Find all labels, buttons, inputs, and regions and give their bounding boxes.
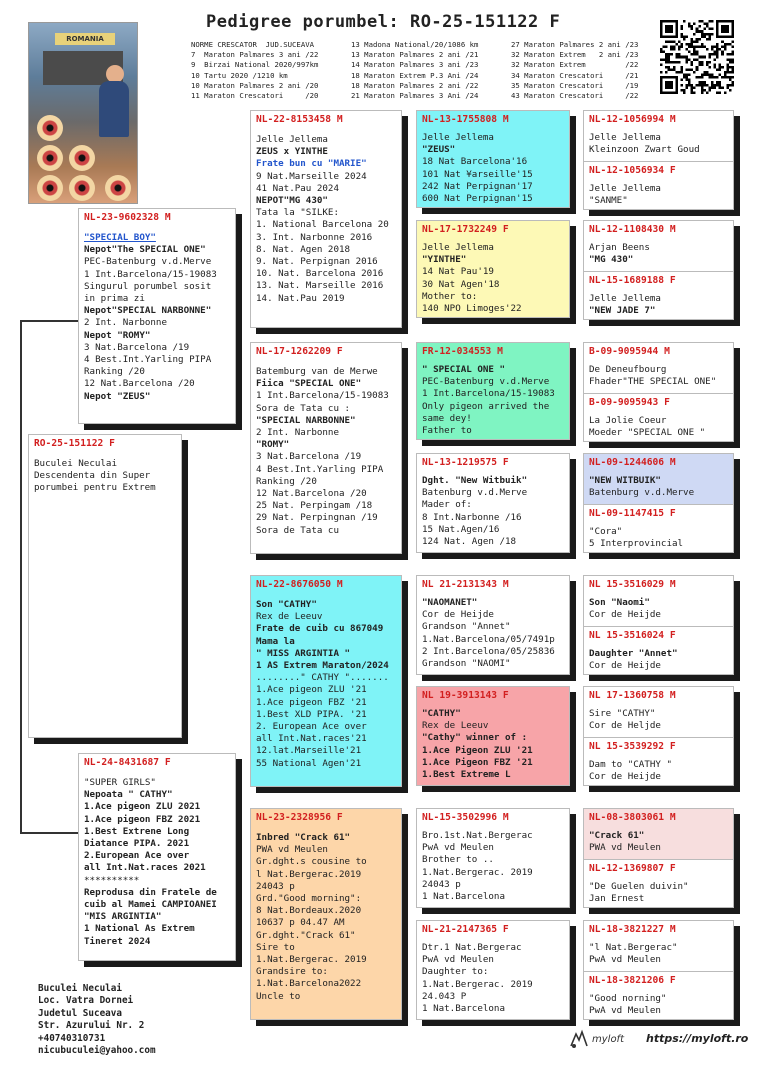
pedigree-text-line: 1.Ace pigeon FBZ 2021 xyxy=(84,813,201,825)
pedigree-text-line: Sire "CATHY" xyxy=(589,708,656,719)
qr-code-icon[interactable] xyxy=(660,16,734,98)
stats-line: 35 Maraton Crescatori /19 xyxy=(511,80,639,90)
pedigree-text-line: Diatance PIPA. 2021 xyxy=(84,838,190,850)
ancestor-card[interactable] xyxy=(584,504,734,553)
pedigree-text-line: 1.Ace pigeon ZLU 2021 xyxy=(84,801,201,813)
pedigree-text-line: 1.Best Extreme L xyxy=(422,769,511,781)
pedigree-text-line: 1 National As Extrem xyxy=(84,923,195,935)
pedigree-text-line: "Good norning" xyxy=(589,993,667,1004)
pedigree-text-line: 24043 p xyxy=(422,878,461,890)
pedigree-text-line: Sire to xyxy=(256,941,295,953)
pedigree-text-line: 1.Nat.Bergerac. 2019 xyxy=(422,978,533,990)
pedigree-text-line: 1.Nat.Barcelona2022 xyxy=(256,978,362,990)
pedigree-text-line: Jelle Jellema xyxy=(589,183,661,194)
pedigree-text-line: Ranking /20 xyxy=(84,366,145,378)
ancestor-pair-card xyxy=(583,686,734,786)
ancestor-pair-card xyxy=(583,220,734,320)
grandparent-card[interactable] xyxy=(250,575,402,787)
pedigree-text-line: Tata la "SILKE: xyxy=(256,207,339,219)
grandparent-card[interactable] xyxy=(250,110,402,328)
pedigree-text-line: Sora de Tata cu : xyxy=(256,402,351,414)
pedigree-text-line: "SUPER GIRLS" xyxy=(84,777,156,788)
pedigree-text-line: PwA vd Meulen xyxy=(589,954,661,966)
great-grandparent-card[interactable] xyxy=(416,453,570,553)
ring-number: NL-12-1108430 M xyxy=(589,224,676,235)
pedigree-text-line: "CATHY" xyxy=(422,708,461,719)
pedigree-text-line: 1 Int.Barcelona/15-19083 xyxy=(256,390,389,402)
owner-contact xyxy=(38,983,156,1057)
pedigree-text-line: "SANME" xyxy=(589,195,628,207)
pedigree-text-line: Moeder "SPECIAL ONE " xyxy=(589,427,706,439)
ring-number: FR-12-034553 M xyxy=(422,346,503,357)
pedigree-text-line: 1 Int.Barcelona/15-19083 xyxy=(84,268,217,280)
ring-number: NL-09-1244606 M xyxy=(589,457,676,468)
pedigree-text-line: 1. National Barcelona 20 xyxy=(256,219,389,231)
ring-number: NL-17-1262209 F xyxy=(256,346,343,357)
pedigree-text-line: "MIS ARGINTIA" xyxy=(84,911,162,923)
pedigree-text-line: 18 Nat Barcelona'16 xyxy=(422,156,528,168)
pedigree-text-line: "ROMY" xyxy=(256,439,290,451)
stats-line: 9 Birzai National 2020/997km xyxy=(191,60,319,70)
photo-person xyxy=(99,81,129,137)
ring-number: NL-12-1056934 F xyxy=(589,165,676,176)
ancestor-card[interactable] xyxy=(584,737,734,786)
owner-line: Judetul Suceava xyxy=(38,1007,122,1019)
pedigree-text-line: Batenburg v.d.Merve xyxy=(589,487,695,499)
pedigree-text-line: Gr.dght."Crack 61" xyxy=(256,929,356,941)
owner-line: Buculei Neculai xyxy=(38,983,122,994)
pedigree-text-line: 14. Nat.Pau 2019 xyxy=(256,292,345,304)
ancestor-card[interactable] xyxy=(584,111,734,161)
pedigree-text-line: 9 Nat.Marseille 2024 xyxy=(256,170,367,182)
pedigree-text-line: "ZEUS" xyxy=(422,144,456,156)
ancestor-card[interactable] xyxy=(584,859,734,908)
owner-line: +40740310731 xyxy=(38,1032,106,1044)
page-title: Pedigree porumbel: RO-25-151122 F xyxy=(206,12,561,32)
pigeon-eye-image xyxy=(37,175,63,201)
pedigree-text-line: Nepot "ZEUS" xyxy=(84,390,151,402)
ring-number: NL 15-3539292 F xyxy=(589,741,676,752)
stats-line: 18 Maraton Palmares 2 ani /22 xyxy=(351,80,479,90)
pedigree-text-line: NEPOT"MG 430" xyxy=(256,195,328,207)
pedigree-text-line: PWA vd Meulen xyxy=(589,842,661,854)
pedigree-text-line: 5 Interprovincial xyxy=(589,538,684,550)
pedigree-text-line: 12.lat.Marseille'21 xyxy=(256,745,362,757)
ring-number: NL-15-3502996 M xyxy=(422,812,509,823)
pedigree-text-line: Batemburg van de Merwe xyxy=(256,366,378,377)
stats-line: 14 Maraton Palmares 3 ani /23 xyxy=(351,60,479,70)
pedigree-text-line: 8. Nat. Agen 2018 xyxy=(256,243,351,255)
grandparent-card[interactable] xyxy=(250,808,402,1020)
pedigree-text-line: Grandson "NAOMI" xyxy=(422,658,511,670)
ring-number: NL-18-3821206 F xyxy=(589,975,676,986)
pedigree-text-line: La Jolie Coeur xyxy=(589,415,667,426)
pedigree-text-line: same dey! xyxy=(422,412,472,424)
pedigree-text-line: 1.Nat.Bergerac. 2019 xyxy=(256,954,367,966)
pedigree-text-line: 1.Ace Pigeon FBZ '21 xyxy=(422,756,533,768)
pedigree-text-line: 9. Nat. Perpignan 2016 xyxy=(256,256,378,268)
stats-line: 32 Maraton Extrem 2 ani /23 xyxy=(511,50,639,60)
pedigree-text-line: 1.Nat.Barcelona/05/7491p xyxy=(422,633,555,645)
pedigree-text-line: Singurul porumbel sosit xyxy=(84,280,212,292)
pedigree-text-line: Jelle Jellema xyxy=(256,134,328,145)
brand-url-link[interactable]: https://myloft.ro xyxy=(646,1032,749,1045)
pedigree-text-line: Nepot"The SPECIAL ONE" xyxy=(84,244,206,256)
pedigree-text-line: 24043 p xyxy=(256,880,295,892)
great-grandparent-card[interactable] xyxy=(416,808,570,908)
great-grandparent-card[interactable] xyxy=(416,220,570,318)
pedigree-text-line: Jelle Jellema xyxy=(589,293,661,304)
pedigree-text-line: Daughter "Annet" xyxy=(589,648,678,659)
pedigree-text-line: 124 Nat. Agen /18 xyxy=(422,536,517,548)
ancestor-card[interactable] xyxy=(584,221,734,271)
pedigree-text-line: porumbei pentru Extrem xyxy=(34,482,156,494)
pedigree-text-line: 3 Nat.Barcelona /19 xyxy=(256,451,362,463)
pedigree-text-line: all Int.Nat.races 2021 xyxy=(84,862,206,874)
ring-number: NL-13-1219575 F xyxy=(422,457,509,468)
pedigree-text-line: 8 Nat.Bordeaux.2020 xyxy=(256,905,362,917)
pedigree-text-line: "MG 430" xyxy=(589,254,634,266)
pedigree-text-line: Cor de Heijde xyxy=(589,771,661,783)
ancestor-card[interactable] xyxy=(584,809,734,859)
pedigree-text-line: Kleinzoon Zwart Goud xyxy=(589,144,700,156)
pedigree-text-line: " SPECIAL ONE " xyxy=(422,364,505,375)
ring-number: NL 21-2131343 M xyxy=(422,579,509,590)
ring-number: NL-22-8676050 M xyxy=(256,579,343,590)
pedigree-text-line: "Crack 61" xyxy=(589,830,645,841)
pedigree-text-line: 1.Best Extrene Long xyxy=(84,825,190,837)
pigeon-eye-image xyxy=(105,175,131,201)
pedigree-text-line: Frate bun cu "MARIE" xyxy=(256,158,367,170)
pedigree-text-line: Brother to .. xyxy=(422,854,494,866)
pedigree-text-line: "NEW JADE 7" xyxy=(589,305,656,317)
pedigree-text-line: 10637 p 04.47 AM xyxy=(256,917,345,929)
pedigree-text-line: 10. Nat. Barcelona 2016 xyxy=(256,268,384,280)
pedigree-text-line: ZEUS x YINTHE xyxy=(256,146,328,158)
ancestor-pair-card xyxy=(583,342,734,442)
pedigree-text-line: 3 Nat.Barcelona /19 xyxy=(84,341,190,353)
pedigree-text-line: Dam to "CATHY " xyxy=(589,759,672,770)
pedigree-text-line: 14 Nat Pau'19 xyxy=(422,266,494,278)
stats-line: 27 Maraton Palmares 2 ani /23 xyxy=(511,40,639,49)
pedigree-text-line: Rex de Leeuv xyxy=(422,720,489,732)
pedigree-text-line: Cor de Heijde xyxy=(422,609,494,621)
pedigree-text-line: "NEW WITBUIK" xyxy=(589,475,661,486)
pedigree-text-line: ********** xyxy=(84,874,140,886)
pedigree-text-line: 1.Ace pigeon FBZ '21 xyxy=(256,696,367,708)
stats-column-3 xyxy=(511,40,638,101)
pigeon-eye-image xyxy=(37,115,63,141)
pedigree-text-line: 55 National Agen'21 xyxy=(256,757,362,769)
great-grandparent-card[interactable] xyxy=(416,575,570,675)
pedigree-text-line: 2 Int. Narbonne xyxy=(256,427,339,439)
pedigree-text-line: Father to xyxy=(422,425,472,437)
stats-line: 13 Madona National/20/1086 km xyxy=(351,40,479,49)
pedigree-text-line: Rex de Leeuv xyxy=(256,611,323,623)
owner-line: Loc. Vatra Dornei xyxy=(38,995,134,1007)
pedigree-text-line: "NAOMANET" xyxy=(422,597,478,608)
photo-sign: ROMANIA xyxy=(55,33,115,45)
pedigree-text-line: 3. Int. Narbonne 2016 xyxy=(256,231,373,243)
pedigree-text-line: Ranking /20 xyxy=(256,475,317,487)
pedigree-text-line: Sora de Tata cu xyxy=(256,524,339,536)
ring-number: NL-24-8431687 F xyxy=(84,757,171,768)
pedigree-text-line: 24.043 P xyxy=(422,990,467,1002)
pedigree-text-line: Frate de cuib cu 867049 xyxy=(256,623,384,635)
ancestor-card[interactable] xyxy=(584,343,734,393)
pedigree-text-line: Jan Ernest xyxy=(589,893,645,905)
ring-number: NL-15-1689188 F xyxy=(589,275,676,286)
ancestor-card[interactable] xyxy=(584,971,734,1020)
pedigree-text-line: 242 Nat Perpignan'17 xyxy=(422,180,533,192)
ring-number: NL 15-3516029 M xyxy=(589,579,676,590)
pedigree-text-line: Inbred "Crack 61" xyxy=(256,832,351,843)
pedigree-text-line: PWA vd Meulen xyxy=(256,844,328,856)
ring-number: NL 19-3913143 F xyxy=(422,690,509,701)
pedigree-text-line: 1.Ace Pigeon ZLU '21 xyxy=(422,744,533,756)
pedigree-text-line: Cor de Heljde xyxy=(589,720,661,732)
pedigree-text-line: Reprodusa din Fratele de xyxy=(84,886,217,898)
pedigree-text-line: Gr.dght.s cousine to xyxy=(256,856,367,868)
ancestor-card[interactable] xyxy=(584,161,734,210)
brand-name: myloft xyxy=(592,1034,624,1045)
pigeon-eye-image xyxy=(69,175,95,201)
pedigree-text-line: Dght. "New Witbuik" xyxy=(422,475,528,486)
pedigree-text-line: Grandson "Annet" xyxy=(422,621,511,633)
pedigree-text-line: Batenburg v.d.Merve xyxy=(422,487,528,499)
pedigree-text-line: 2.European Ace over xyxy=(84,850,190,862)
stats-line: 7 Maraton Palmares 3 ani /22 xyxy=(191,50,319,60)
ancestor-pair-card xyxy=(583,110,734,210)
ring-number: B-09-9095943 F xyxy=(589,397,670,408)
pedigree-text-line: Buculei Neculai xyxy=(34,458,117,469)
pedigree-text-line: De Deneufbourg xyxy=(589,364,667,375)
stats-line: 32 Maraton Extrem /22 xyxy=(511,60,639,70)
pedigree-text-line: Fiica "SPECIAL ONE" xyxy=(256,378,362,390)
ancestor-pair-card xyxy=(583,453,734,553)
ancestor-card[interactable] xyxy=(584,576,734,626)
pedigree-text-line: 1 Nat.Barcelona xyxy=(422,891,505,903)
pedigree-text-line: 12 Nat.Barcelona /20 xyxy=(84,378,195,390)
pedigree-text-line: 8 Int.Narbonne /16 xyxy=(422,511,522,523)
ring-number: NL 15-3516024 F xyxy=(589,630,676,641)
owner-line: nicubuculei@yahoo.com xyxy=(38,1045,156,1057)
connector-line xyxy=(20,320,78,322)
pedigree-text-line: 30 Nat Agen'18 xyxy=(422,278,500,290)
pedigree-text-line: 13. Nat. Marseille 2016 xyxy=(256,280,384,292)
stats-line: 13 Maraton Palmares 2 ani /21 xyxy=(351,50,479,60)
ring-number: NL-22-8153458 M xyxy=(256,114,343,125)
pedigree-text-line: ........" CATHY "....... xyxy=(256,672,389,684)
pedigree-text-line: 1.Best XLD PIPA. '21 xyxy=(256,708,367,720)
pedigree-text-line: " MISS ARGINTIA " xyxy=(256,647,351,659)
pedigree-text-line: Cor de Heijde xyxy=(589,609,661,621)
stats-column-1 xyxy=(191,40,318,101)
pedigree-text-line: Mader of: xyxy=(422,499,472,511)
subject-pigeon-card[interactable] xyxy=(28,434,182,738)
pedigree-text-line: 1.Ace pigeon ZLU '21 xyxy=(256,684,367,696)
stats-line: 10 Maraton Palmares 2 ani /20 xyxy=(191,80,319,90)
ancestor-card[interactable] xyxy=(584,921,734,971)
pigeon-eye-image xyxy=(37,145,63,171)
ring-number: NL-18-3821227 M xyxy=(589,924,676,935)
pigeon-eye-image xyxy=(69,145,95,171)
pedigree-text-line: 25 Nat. Perpingam /18 xyxy=(256,500,373,512)
pedigree-text-line: cuib al Mamei CAMPIOANEI xyxy=(84,899,217,911)
stats-line: 34 Maraton Crescatori /21 xyxy=(511,70,639,80)
pedigree-text-line: 1.Nat.Bergerac. 2019 xyxy=(422,866,533,878)
pedigree-text-line: Arjan Beens xyxy=(589,242,650,253)
ring-number: NL-09-1147415 F xyxy=(589,508,676,519)
ring-number: NL 17-1360758 M xyxy=(589,690,676,701)
pedigree-text-line: Nepot "ROMY" xyxy=(84,329,151,341)
pedigree-text-line: Daughter to: xyxy=(422,966,489,978)
ancestor-card[interactable] xyxy=(584,271,734,320)
ancestor-card[interactable] xyxy=(584,393,734,442)
pedigree-text-line: 2. European Ace over xyxy=(256,721,367,733)
pedigree-text-line: Jelle Jellema xyxy=(589,132,661,143)
pedigree-text-line: Grd."Good morning": xyxy=(256,893,362,905)
ancestor-pair-card xyxy=(583,575,734,675)
pedigree-text-line: PwA vd Meulen xyxy=(589,1005,661,1017)
myloft-logo-icon xyxy=(568,1028,590,1050)
pedigree-text-line: Uncle to xyxy=(256,990,301,1002)
pedigree-text-line: 1 Int.Barcelona/15-19083 xyxy=(422,388,555,400)
pedigree-text-line: 600 Nat Perpignan'15 xyxy=(422,193,533,205)
ring-number: NL-21-2147365 F xyxy=(422,924,509,935)
ring-number: NL-13-1755808 M xyxy=(422,114,509,125)
stats-line: NORME CRESCATOR JUD.SUCEAVA xyxy=(191,40,315,49)
pedigree-text-line: l Nat.Bergerac.2019 xyxy=(256,868,362,880)
pedigree-text-line: 1 AS Extrem Maraton/2024 xyxy=(256,660,389,672)
pedigree-text-line: PwA vd Meulen xyxy=(422,954,494,966)
pedigree-text-line: 41 Nat.Pau 2024 xyxy=(256,182,339,194)
pedigree-text-line: PEC-Batenburg v.d.Merve xyxy=(422,376,550,388)
pedigree-text-line: Descendenta din Super xyxy=(34,470,151,482)
pedigree-text-line: Dtr.1 Nat.Bergerac xyxy=(422,942,522,953)
pedigree-text-line: 15 Nat.Agen/16 xyxy=(422,523,500,535)
pedigree-text-line: 29 Nat. Perpingnan /19 xyxy=(256,512,378,524)
pedigree-text-line: "De Guelen duivin" xyxy=(589,881,689,892)
ring-number: B-09-9095944 M xyxy=(589,346,670,357)
pedigree-text-line: Fhader"THE SPECIAL ONE" xyxy=(589,376,717,388)
pedigree-text-line: Mother to: xyxy=(422,290,478,302)
ring-number: NL-17-1732249 F xyxy=(422,224,509,235)
connector-line xyxy=(20,832,78,834)
pedigree-text-line: PwA vd Meulen xyxy=(422,842,494,854)
pedigree-text-line: Cor de Heijde xyxy=(589,660,661,672)
great-grandparent-card[interactable] xyxy=(416,342,570,440)
ancestor-card[interactable] xyxy=(584,626,734,675)
owner-line: Str. Azurului Nr. 2 xyxy=(38,1020,145,1032)
pedigree-text-line: "Cathy" winner of : xyxy=(422,732,528,744)
pedigree-text-line: PEC-Batenburg v.d.Merve xyxy=(84,256,212,268)
pedigree-text-line: in prima zi xyxy=(84,293,145,305)
pedigree-text-line: 12 Nat.Barcelona /20 xyxy=(256,488,367,500)
pedigree-text-line: all Int.Nat.races'21 xyxy=(256,733,367,745)
great-grandparent-card[interactable] xyxy=(416,920,570,1020)
stats-line: 21 Maraton Palmares 3 Ani /24 xyxy=(351,91,479,101)
ancestor-card[interactable] xyxy=(584,454,734,504)
ring-number: NL-12-1056994 M xyxy=(589,114,676,125)
pedigree-text-line: Bro.1st.Nat.Bergerac xyxy=(422,830,533,841)
stats-line: 10 Tartu 2020 /1210 km xyxy=(191,70,288,80)
pedigree-text-line: Son "Naomi" xyxy=(589,597,650,608)
pedigree-text-line: Nepoata " CATHY" xyxy=(84,789,173,801)
stats-column-2 xyxy=(351,40,478,101)
stats-line: 43 Maraton Crescatori /22 xyxy=(511,91,639,101)
great-grandparent-card[interactable] xyxy=(416,686,570,786)
pedigree-text-line: 1 Nat.Barcelona xyxy=(422,1003,505,1015)
great-grandparent-card[interactable] xyxy=(416,110,570,208)
connector-line xyxy=(20,320,22,440)
ring-number: RO-25-151122 F xyxy=(34,438,115,449)
ancestor-pair-card xyxy=(583,808,734,908)
stats-line: 11 Maraton Crescatori /20 xyxy=(191,91,319,101)
ring-number: NL-23-2328956 F xyxy=(256,812,343,823)
ring-number: NL-08-3803061 M xyxy=(589,812,676,823)
ancestor-pair-card xyxy=(583,920,734,1020)
stats-line: 18 Maraton Extrem P.3 Ani /24 xyxy=(351,70,479,80)
pedigree-text-line: Nepot"SPECIAL NARBONNE" xyxy=(84,305,212,317)
sire-card[interactable] xyxy=(78,208,236,424)
pedigree-text-line: Grandsire to: xyxy=(256,966,328,978)
loft-photo xyxy=(28,22,138,204)
pedigree-text-line: 101 Nat ¥arseille'15 xyxy=(422,168,533,180)
pedigree-text-line: 140 NPO Limoges'22 xyxy=(422,303,522,315)
pedigree-text-line: "SPECIAL NARBONNE" xyxy=(256,414,356,426)
ring-number: NL-23-9602328 M xyxy=(84,212,171,223)
pedigree-text-line: "l Nat.Bergerac" xyxy=(589,942,678,953)
pedigree-text-line: Son "CATHY" xyxy=(256,599,317,610)
connector-line xyxy=(20,434,22,834)
pedigree-text-line: Mama la xyxy=(256,635,295,647)
pedigree-text-line: 2 Int.Barcelona/05/25836 xyxy=(422,645,555,657)
dam-card[interactable] xyxy=(78,753,236,961)
pedigree-text-line: Tineret 2024 xyxy=(84,935,151,947)
pedigree-text-line: Only pigeon arrived the xyxy=(422,400,550,412)
grandparent-card[interactable] xyxy=(250,342,402,554)
pedigree-text-line: Jelle Jellema xyxy=(422,242,494,253)
ring-number: NL-12-1369807 F xyxy=(589,863,676,874)
pedigree-text-line: 4 Best.Int.Yarling PIPA xyxy=(84,354,212,366)
pedigree-text-line: "SPECIAL BOY" xyxy=(84,232,156,243)
pedigree-text-line: "YINTHE" xyxy=(422,254,467,266)
pedigree-text-line: Jelle Jellema xyxy=(422,132,494,143)
performance-stats xyxy=(191,40,639,101)
pedigree-text-line: 4 Best.Int.Yarling PIPA xyxy=(256,463,384,475)
ancestor-card[interactable] xyxy=(584,687,734,737)
pedigree-text-line: 2 Int. Narbonne xyxy=(84,317,167,329)
pedigree-text-line: "Cora" xyxy=(589,526,623,537)
